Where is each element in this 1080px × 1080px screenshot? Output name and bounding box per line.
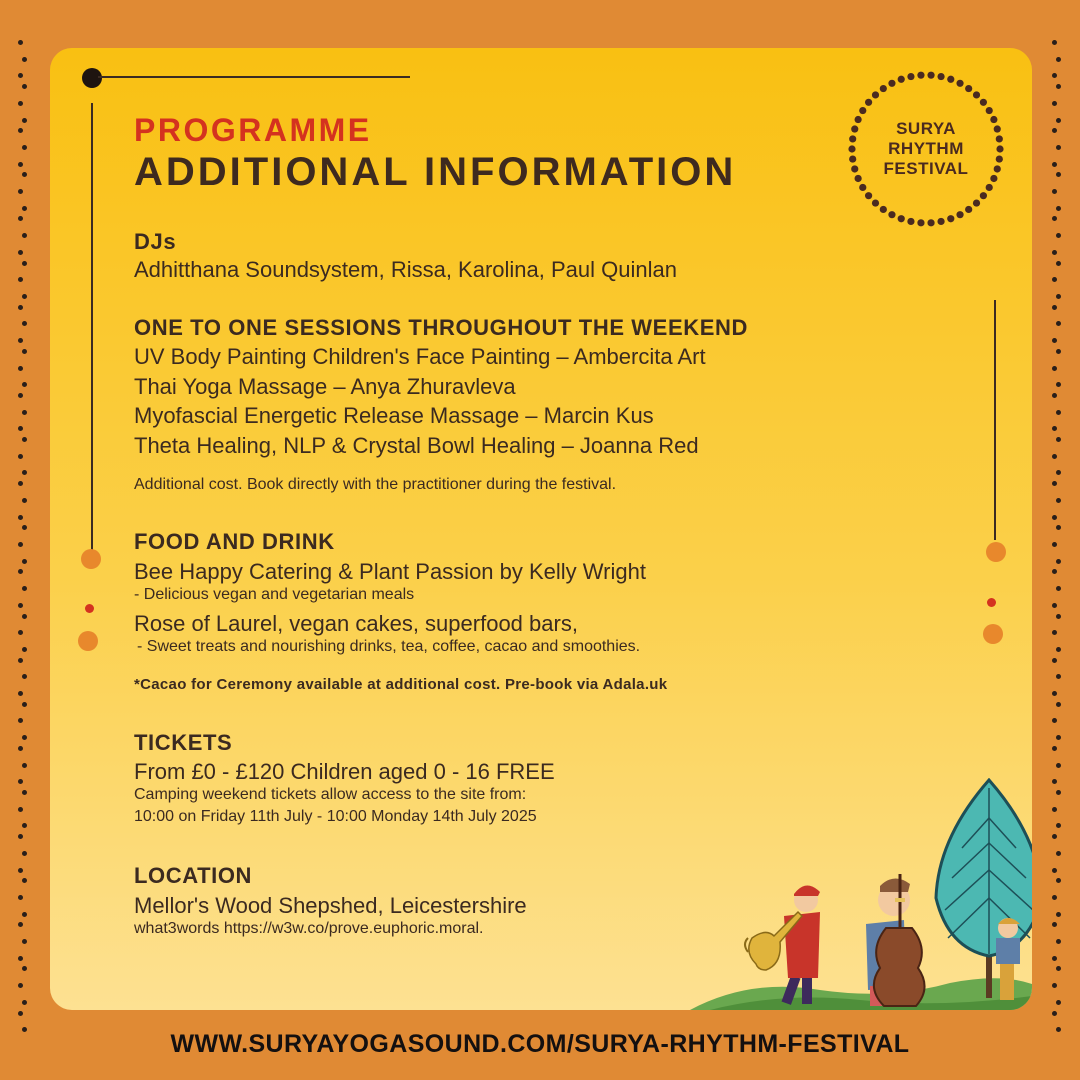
border-dot-icon [18,834,23,839]
logo-ring-dot [907,218,914,225]
border-dot-icon [1052,189,1057,194]
border-dot-icon [18,1011,23,1016]
border-dot-icon [1052,868,1057,873]
border-dot-icon [22,586,27,591]
border-dot-icon [18,603,23,608]
tickets-price: From £0 - £120 Children aged 0 - 16 FREE [134,759,555,784]
border-dot-icon [1056,410,1061,415]
djs-heading: DJs [134,229,177,254]
session-item: Theta Healing, NLP & Crystal Bowl Healing – Joanna Red [134,433,699,458]
border-dot-icon [22,206,27,211]
border-dot-icon [1052,1011,1057,1016]
border-dot-icon [1056,559,1061,564]
border-dot-icon [1056,790,1061,795]
logo-ring-dot [880,85,887,92]
border-dot-icon [1056,349,1061,354]
border-dot-icon [1052,922,1057,927]
session-item: UV Body Painting Children's Face Painting – Ambercita Art [134,344,706,369]
border-dot-icon [1056,702,1061,707]
border-dot-icon [1056,382,1061,387]
border-dot-icon [22,614,27,619]
border-dot-icon [1052,983,1057,988]
logo-ring-dot [947,76,954,83]
logo-ring-dot [973,199,980,206]
border-dot-icon [18,718,23,723]
border-dot-icon [1056,912,1061,917]
border-dot-icon [18,338,23,343]
border-dot-icon [22,294,27,299]
border-dot-icon [22,321,27,326]
border-dot-icon [22,912,27,917]
festival-illustration [690,778,1032,1010]
border-dot-icon [1056,172,1061,177]
left-red-dot-icon [85,604,94,613]
logo-ring-dot [980,99,987,106]
border-dot-icon [22,118,27,123]
border-dot-icon [1052,128,1057,133]
border-dot-icon [22,470,27,475]
border-dot-icon [1056,586,1061,591]
border-dot-icon [1052,426,1057,431]
border-dot-icon [18,366,23,371]
logo-ring-dot [927,219,934,226]
logo-ring-dot [898,76,905,83]
border-dot-icon [22,647,27,652]
logo-ring-dot [973,91,980,98]
double-bass-player-icon [866,874,925,1006]
border-dot-icon [1052,393,1057,398]
border-dot-icon [1056,470,1061,475]
border-dot-icon [1052,277,1057,282]
border-dot-icon [22,735,27,740]
logo-line-2: RHYTHM [888,139,964,158]
border-dot-icon [22,559,27,564]
programme-label: PROGRAMME [134,112,372,148]
border-dot-icon [22,790,27,795]
border-dot-icon [18,40,23,45]
logo-ring-dot [872,91,879,98]
border-dot-icon [1052,779,1057,784]
border-dot-icon [18,542,23,547]
logo-ring-dot [917,72,924,79]
border-dot-icon [1052,101,1057,106]
border-dot-icon [22,261,27,266]
border-dot-icon [1052,73,1057,78]
border-dot-icon [1052,542,1057,547]
border-dot-icon [22,233,27,238]
border-dot-icon [22,382,27,387]
border-dot-icon [1052,630,1057,635]
border-dot-icon [18,305,23,310]
border-dot-icon [1056,437,1061,442]
logo-ring-dot [907,73,914,80]
border-dot-icon [1056,321,1061,326]
border-dot-icon [1056,939,1061,944]
border-dot-icon [18,73,23,78]
left-vertical-line [91,103,93,563]
djs-names: Adhitthana Soundsystem, Rissa, Karolina, Paul Quinlan [134,257,677,282]
logo-ring-dot [980,192,987,199]
border-dot-icon [1056,966,1061,971]
food-vendor-1: Bee Happy Catering & Plant Passion by Kelly Wright [134,559,646,584]
border-dot-icon [1052,216,1057,221]
info-card [50,48,1032,1010]
location-heading: LOCATION [134,863,253,888]
border-dot-icon [1052,603,1057,608]
logo-ring-dot [859,184,866,191]
border-dot-icon [18,426,23,431]
border-dot-icon [22,498,27,503]
corner-dot-icon [82,68,102,88]
sessions-note: Additional cost. Book directly with the practitioner during the festival. [134,476,617,493]
food-heading: FOOD AND DRINK [134,529,335,554]
border-dot-icon [1056,118,1061,123]
right-orange-dot-icon [986,542,1006,562]
border-dot-icon [18,983,23,988]
border-dot-icon [22,172,27,177]
border-dot-icon [1052,454,1057,459]
border-dot-icon [1052,162,1057,167]
border-dot-icon [1052,807,1057,812]
border-dot-icon [1056,84,1061,89]
border-dot-icon [18,216,23,221]
logo-ring-dot [888,211,895,218]
border-dot-icon [1052,691,1057,696]
logo-ring-dot [956,211,963,218]
cacao-note: *Cacao for Ceremony available at additional cost. Pre-book via Adala.uk [134,676,668,693]
border-dot-icon [18,956,23,961]
border-dot-icon [18,515,23,520]
border-dot-icon [18,250,23,255]
right-orange-dot-icon-2 [983,624,1003,644]
border-dot-icon [18,691,23,696]
border-dot-icon [1052,956,1057,961]
border-dot-icon [22,966,27,971]
border-dot-icon [1056,233,1061,238]
border-dot-icon [1052,481,1057,486]
session-item: Myofascial Energetic Release Massage – Marcin Kus [134,403,654,428]
border-dot-icon [22,437,27,442]
logo-ring-dot [917,219,924,226]
border-dot-icon [22,674,27,679]
border-dot-icon [22,525,27,530]
border-dot-icon [1056,261,1061,266]
left-orange-dot-icon-2 [78,631,98,651]
tickets-heading: TICKETS [134,730,233,755]
logo-ring-dot [927,72,934,79]
border-dot-icon [1056,851,1061,856]
border-dot-icon [18,128,23,133]
border-dot-icon [1052,746,1057,751]
festival-logo [847,70,1005,228]
border-dot-icon [22,763,27,768]
left-dotted-border [18,40,32,1040]
border-dot-icon [1056,498,1061,503]
border-dot-icon [1056,735,1061,740]
logo-line-1: SURYA [896,119,956,138]
border-dot-icon [1056,647,1061,652]
border-dot-icon [22,410,27,415]
border-dot-icon [1056,674,1061,679]
logo-ring-dot [888,80,895,87]
border-dot-icon [18,779,23,784]
border-dot-icon [1052,718,1057,723]
left-orange-dot-icon [81,549,101,569]
border-dot-icon [18,277,23,282]
session-item: Thai Yoga Massage – Anya Zhuravleva [134,374,516,399]
logo-ring-dot [859,107,866,114]
border-dot-icon [1056,57,1061,62]
sessions-heading: ONE TO ONE SESSIONS THROUGHOUT THE WEEKEND [134,315,748,340]
logo-ring-dot [965,206,972,213]
right-vertical-line [994,300,996,540]
border-dot-icon [18,189,23,194]
border-dot-icon [18,658,23,663]
border-dot-icon [22,145,27,150]
border-dot-icon [1052,250,1057,255]
tickets-camping-line-1: Camping weekend tickets allow access to the site from: [134,786,527,803]
food-vendor-2-desc: - Sweet treats and nourishing drinks, tea, coffee, cacao and smoothies. [137,638,641,655]
border-dot-icon [22,84,27,89]
border-dot-icon [18,101,23,106]
border-dot-icon [1052,338,1057,343]
logo-ring-dot [872,199,879,206]
border-dot-icon [22,1000,27,1005]
border-dot-icon [1052,305,1057,310]
border-dot-icon [18,868,23,873]
border-dot-icon [22,851,27,856]
border-dot-icon [18,393,23,398]
logo-ring-dot [865,192,872,199]
border-dot-icon [1056,1000,1061,1005]
location-place: Mellor's Wood Shepshed, Leicestershire [134,893,527,918]
border-dot-icon [18,454,23,459]
border-dot-icon [18,630,23,635]
logo-ring-dot [986,107,993,114]
logo-ring-dot [937,73,944,80]
logo-ring-dot [947,215,954,222]
border-dot-icon [1056,614,1061,619]
logo-ring-dot [986,184,993,191]
right-red-dot-icon [987,598,996,607]
border-dot-icon [18,922,23,927]
border-dot-icon [18,807,23,812]
border-dot-icon [1052,658,1057,663]
logo-ring-dot [865,99,872,106]
logo-ring-dot [898,215,905,222]
location-what3words: what3words https://w3w.co/prove.euphoric.moral. [134,920,484,937]
border-dot-icon [18,481,23,486]
border-dot-icon [18,162,23,167]
border-dot-icon [1052,834,1057,839]
logo-ring-dot [880,206,887,213]
logo-text [847,119,1005,179]
border-dot-icon [18,746,23,751]
border-dot-icon [1056,878,1061,883]
border-dot-icon [18,569,23,574]
food-vendor-1-desc: - Delicious vegan and vegetarian meals [134,586,415,603]
border-dot-icon [22,823,27,828]
border-dot-icon [1052,40,1057,45]
border-dot-icon [22,349,27,354]
border-dot-icon [1056,823,1061,828]
border-dot-icon [22,939,27,944]
border-dot-icon [1056,145,1061,150]
border-dot-icon [1056,206,1061,211]
food-vendor-2: Rose of Laurel, vegan cakes, superfood bars, [134,611,578,636]
logo-ring-dot [965,85,972,92]
border-dot-icon [1052,366,1057,371]
border-dot-icon [1056,294,1061,299]
logo-line-3: FESTIVAL [883,159,969,178]
border-dot-icon [1052,569,1057,574]
border-dot-icon [1052,515,1057,520]
border-dot-icon [1056,763,1061,768]
border-dot-icon [18,895,23,900]
logo-ring-dot [937,218,944,225]
footer-url[interactable]: WWW.SURYAYOGASOUND.COM/SURYA-RHYTHM-FESTIVAL [170,1030,910,1058]
border-dot-icon [22,878,27,883]
border-dot-icon [1052,895,1057,900]
page-title: ADDITIONAL INFORMATION [134,150,737,194]
border-dot-icon [22,702,27,707]
right-dotted-border [1052,40,1066,1040]
top-divider [98,76,410,78]
tickets-camping-line-2: 10:00 on Friday 11th July - 10:00 Monday 14th July 2025 [134,808,537,825]
logo-ring-dot [956,80,963,87]
tree-icon [936,780,1032,998]
border-dot-icon [22,57,27,62]
border-dot-icon [1056,525,1061,530]
